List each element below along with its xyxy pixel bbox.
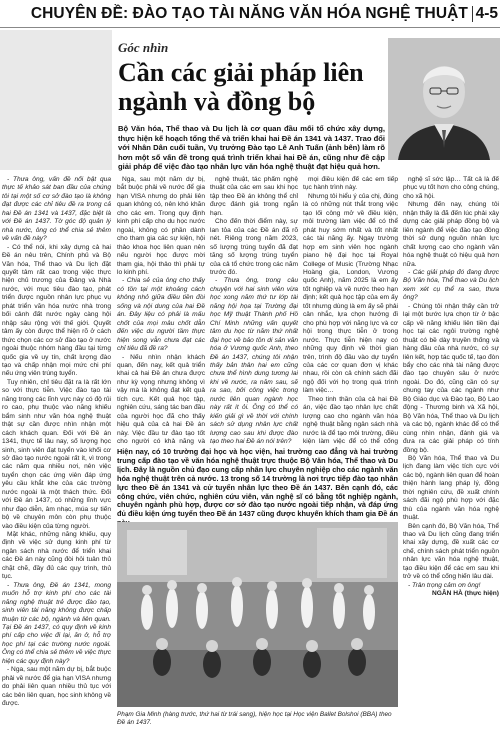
paragraph: Theo tinh thần của cả hai Đề án, việc đào tạo nhân lực chất lượng cao cho ngành văn hóa nghệ thuật bằng ngân sách nhà nước là để tạo môi trường, điều kiện làm việc để có thể cống [303,395,398,446]
section-title: CHUYÊN ĐỀ: ĐÀO TẠO TÀI NĂNG VĂN HÓA NGHỆ THUẬT [30,5,468,22]
paragraph: Bên cạnh đó, Bộ Văn hóa, Thể thao và Du lịch cũng đang triển khai xây dựng, đề xuất các cơ chế, chính sách phát triển nguồn nhân lực văn hóa nghệ thuật, tạo điều kiện để các em sau khi trở về có thể cống hiến lâu dài. [403,522,499,581]
paragraph: - Nga, sau một năm dự bị, bắt buộc phải về nước để gia hạn VISA nhưng do phải liên quan nhiều thủ tục với các bên liên quan, học sinh không về được. [2,666,111,708]
paragraph: - Thưa ông, trong câu chuyện với hai sinh viên vừa học xong năm thứ tư lớp tài năng hội họa tại Trường đại học Mỹ thuật Thành phố Hồ Chí Minh những vấn quyết tâm du học từ năm thứ nhất đại học về bảo tồn di sản văn hóa ở Vương quốc Anh, theo Đề án 1437, chúng tôi nhận thấy bản thân hai em cũng chưa thể hình dung tương lai khi về nước, ra năm sau, sẽ ra sao, bởi công việc trong nước liên quan ngành học này rất ít ỏi. Ông có thể có kiến giải gì về thời với chính sách sử dụng nhân lực chất lượng cao sau khi được đào tạo theo hai Đề án nói trên? [210,277,298,446]
paragraph: Mặt khác, những năng khiếu, quy định về việc sử dụng kinh phí từ ngân sách nhà nước để triển khai các Đề án này cũng đòi hỏi tuân thủ chặt chẽ, đầy đủ các quy trình, thủ tục. [2,531,111,581]
page-number: 4-5 [475,5,498,22]
paragraph: - Thưa ông, Đề án 1341, mong muốn hỗ trợ kinh phí cho các tài năng nghệ thuật trẻ được đào tạo, sinh viên tài năng không được chấp thuận từ các bộ, ngành và liên quan. Tại Đề án 1437, có quy định về kinh phí cấp cho việc đi lại, ăn ở, hỗ trợ học phí tại các trường nước ngoài. Ông có thể chia sẻ thêm về việc thực hiện các quy định này? [2,581,111,665]
article-column-5 [403,176,499,732]
article-lead: Bộ Văn hóa, Thể thao và Du lịch là cơ quan đầu mối tổ chức xây dựng, thực hiện kế hoạch tổng thể và triển khai hai Đề án 1341 và 1437. Trao đổi với Nhân Dân cuối tuần, Vụ trưởng Đào tạo Lê Anh Tuấn (ảnh bên) làm rõ hơn một số vấn đề trong quá trình triển khai hai Đề án, cũng như đề cập giải pháp để việc đào tạo nhân lực văn hóa nghệ thuật đạt hiệu quả hơn. [118,124,385,172]
left-decorative-panel [0,30,112,170]
article-headline: Cần các giải pháp liên ngành và đồng bộ [118,58,364,116]
paragraph: Nhưng đến nay, chúng tôi nhận thấy là đã đến lúc phải xây dựng các giải pháp đồng bộ và liên ngành để việc đào tạo đồng thời sử dụng nguồn nhân lực chất lượng cao cho ngành văn hóa nghệ thuật có hiệu quả hơn nữa. [403,201,499,268]
ballet-group-photo [117,522,398,707]
paragraph: - Nếu nhìn nhận khách quan, đến nay, kết quả triển khai cả hai Đề án chưa được như kỳ vọng nhưng không vì vậy mà là không đạt kết quả tích cực. Kết quả học tập, nghiên cứu, sáng tác ban đầu của người học đã cho thấy hiệu quả của cả hai Đề án này. Việc đầu tư đào tạo tốt cho người có khả năng và [117,353,205,446]
paragraph: - Các giải pháp đó đang được Bộ Văn hóa, Thể thao và Du lịch xem xét cụ thể ra sao, thưa ông? [403,268,499,302]
article-column-3 [210,176,298,446]
paragraph: Nga, sau một năm dự bị, bắt buộc phải về nước để gia hạn VISA nhưng do phải liên quan không có, nên khó khăn cho các em. Trong quy định kinh phí cấp cho du học nước ngoài, không có phần dành cho tham gia các sự kiện, hội thảo khoa học liên quan nên nếu người học được mời tham gia, hội thảo thì phải tự lo kinh phí. [117,176,205,276]
paragraph: - Có thể nói, khi xây dựng cả hai Đề án nêu trên, Chính phủ và Bộ Văn hóa, Thể thao và Du lịch đặt quyết tâm rất cao trong việc thực hiện chủ trương của Đảng và Nhà nước, với mục tiêu đào tạo, phát triển được nguồn nhân lực phục vụ phát triển văn hóa nước nhà trong bối cảnh đất nước ngày càng hội nhập sâu rộng với thế giới. Quyết tâm ấy còn được thể hiện rõ ở cách thức chọn các cơ sở đào tạo ở nước ngoài thuộc nhóm hàng đầu tại từng quốc gia về uy tín, chất lượng đào tạo và chấp nhận mọi mức chi phí nếu ứng viên trúng tuyển. [2,243,111,378]
photo-caption: Phạm Gia Minh (hàng trước, thứ hai từ trái sang), hiện học tại Học viện Ballet Bolshoi (BBA) theo Đề án 1437. [117,711,392,726]
article-column-2 [117,176,205,446]
paragraph: - Chúng tôi nhận thấy cần trở lại một bước lựa chọn từ ở bậc cấp về năng khiếu liên tiền đại học tại các ngôi trường nghệ thuật có bề dày truyền thống và hàng đầu của nhà nước, có sự liên kết, hợp tác quốc tế, tạo đòn bẩy cho các nhà tài năng được đào tạo chuyên sâu ở nước ngoài. Do đó, cũng cần có sự chung tay của các ngành như Bộ Giáo dục và Đào tạo, Bộ Lao động - Thương binh và Xã hội, Bộ Văn hóa, Thể thao và Du lịch và các bộ, ngành khác để có thể cùng nhìn nhận, đánh giá và đưa ra các giải pháp có tính đồng bộ. [403,302,499,454]
article-column-4 [303,176,398,446]
paragraph: nghệ thuật, tác phẩm nghệ thuật của các em sau khi học tập theo Đề án không thể chỉ được đánh giá trong ngắn hạn. [210,176,298,217]
info-box-text: Hiện nay, có 10 trường đại học và học viện, hai trường cao đẳng và hai trường trung cấp đào tạo về văn hóa nghệ thuật trực thuộc Bộ Văn hóa, Thể thao và Du lịch. Đây là nguồn chủ đạo cung cấp nhân lực chuyên nghiệp cho các ngành văn hóa nghệ thuật trên cả nước. 13 trong số 14 trường là nơi trực tiếp đào tạo nhân lực theo Đề án 1341 và cử tuyển nhân lực theo Đề án 1437. Bên cạnh đó, các công chức, viên chức, nghiên cứu viên, văn nghệ sĩ có bằng tốt nghiệp ngành, chuyên ngành phù hợp, được cơ sở đào tạo nước ngoài tiếp nhận, và đáp ứng đủ điều kiện ứng tuyển theo Đề án 1437 cũng được khuyến khích tham gia Đề án [117,447,398,519]
paragraph: - Thưa ông, vấn đề nổi bật qua thực tế khảo sát ban đầu của chúng tôi tại một số cơ sở đào tạo là không đạt được các chỉ tiêu đề ra trong cả hai Đề án 1341 và 1437, đặc biệt là với Đề án 1437. Tờ góc độ quản lý nhà nước, ông có thể chia sẻ thêm về vấn đề này? [2,176,111,243]
interviewee-portrait [388,38,500,160]
header-divider [472,6,473,22]
closing-line: - Trân trọng cảm ơn ông! [408,581,481,589]
article-column-1 [2,176,111,732]
byline: NGÂN HÀ (thực hiện) [431,590,499,598]
page-header [0,0,500,28]
section-kicker [118,40,168,56]
paragraph: Nhưng tôi hiểu ý của chị, đúng là có những nút thắt trong việc tạo lối công mở về điều kiện, môi trường làm việc để có thể phát huy sớm nhất và tốt nhất các tài năng ấy. Ngay trường hợp em sinh viên học ngành piano hệ đại học tại Royal College of Music (Trường Nhạc Hoàng gia, London, Vương quốc Anh), năm 2025 là em ấy tốt nghiệp và về nước theo hạn định; kết quả học tập của em ấy tốt nhưng dùng là em ấy sẽ phải cân nhắc, lựa chọn hướng đi cho phù hợp với năng lực và cơ hội trong thực tiễn ở trong nước. Thực tiễn hiện nay có những quy định về thời gian trên, trình độ đầu vào dự tuyển của các cơ quan đơn vị khác nhau, rồi còn cả chính sách đãi ngộ đối với họ trong quá trình làm việc… [303,192,398,395]
paragraph: Cho đến thời điểm này, sự lan tỏa của các Đề án đã rõ nét. Riêng trong năm 2023, số lượng trúng tuyển đã đạt tăng số lượng trúng tuyển của cả tổ chức trong các năm trước đó. [210,218,298,276]
kicker-text: Góc nhìn [118,40,169,55]
paragraph: mọi điều kiện để các em tiếp tục hành trình này. [303,176,398,192]
paragraph: - Chia sẻ của ông cho thấy có tồn tại một khoảng cách không nhỏ giữa điều tiền đòi sống và nội dung của hai Đề án. Đây liệu có phải là mấu chốt của mọi mâu chốt dẫn đến việc du người tầm thực hiện song vẫn chưa đạt các chỉ tiêu đã đề ra? [117,277,205,353]
paragraph: Tuy nhiên, chỉ tiêu đặt ra là rất lớn so với thực tiễn. Việc đào tạo tài năng trong các lĩnh vực này có độ rủi ro cao, phụ thuộc vào năng khiếu bẩm sinh như văn hóa nghệ thuật thật sự cần được nhìn nhận một cách khách quan. Đối với Đề án 1341, thực tế lâu nay, số lượng học sinh, sinh viên đạt tuyển vào khối cơ sở đào tạo nước ngoài rất ít, vì trong các năm qua nhiều nơi, nên việc tuyển chọn các ứng viên đáp ứng yêu cầu khắt khe của các trường nước ngoài là một thách thức. Đối với Đề án 1437, có những lĩnh vực như đạo diễn, âm nhạc, múa sự tiến bộ về chuyên môn còn phụ thuộc vào điều kiện của từng người. [2,378,111,530]
paragraph: Bộ Văn hóa, Thể thao và Du lịch đang làm việc tích cực với các bộ, ngành liên quan để hoàn thiện hành lang pháp lý, đồng thời nghiên cứu, đề xuất chính sách đãi ngộ phù hợp với đặc thù của ngành văn hóa nghệ thuật. [403,454,499,522]
paragraph: nghệ sĩ sớc lập… Tất cả là để phục vụ tốt hơn cho công chúng, cho xã hội. [403,176,499,200]
info-box [117,448,398,518]
